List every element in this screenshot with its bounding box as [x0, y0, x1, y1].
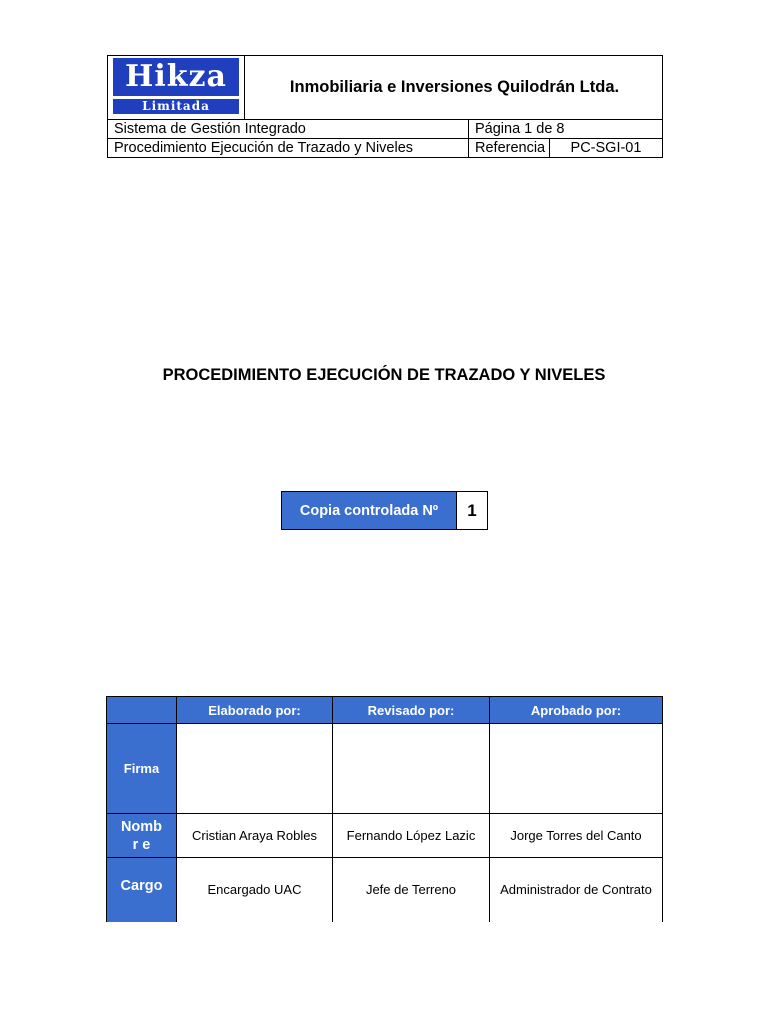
row-label-nombre: [107, 814, 177, 858]
logo-sub-text: Limitada: [113, 99, 239, 114]
controlled-copy-label: Copia controlada Nº: [282, 492, 457, 530]
column-elaborado: Elaborado por:: [177, 697, 333, 724]
row-label-nombre-text: Nombr e: [120, 818, 163, 853]
cargo-aprobado: Administrador de Contrato: [490, 858, 663, 922]
cargo-elaborado: Encargado UAC: [177, 858, 333, 922]
page-number: Página 1 de 8: [469, 120, 663, 139]
firma-elaborado: [177, 724, 333, 814]
company-name: Inmobiliaria e Inversiones Quilodrán Ltda.: [245, 56, 663, 120]
firma-aprobado: [490, 724, 663, 814]
cargo-revisado: Jefe de Terreno: [333, 858, 490, 922]
approval-table: [106, 696, 663, 922]
procedure-name: Procedimiento Ejecución de Trazado y Niveles: [108, 139, 469, 158]
document-title: PROCEDIMIENTO EJECUCIÓN DE TRAZADO Y NIVELES: [162, 366, 606, 384]
row-label-cargo: Cargo: [107, 858, 177, 922]
hikza-logo: [113, 58, 239, 114]
column-aprobado: Aprobado por:: [490, 697, 663, 724]
nombre-aprobado: Jorge Torres del Canto: [490, 814, 663, 858]
firma-revisado: [333, 724, 490, 814]
nombre-elaborado: Cristian Araya Robles: [177, 814, 333, 858]
system-name: Sistema de Gestión Integrado: [108, 120, 469, 139]
logo-cell: [108, 56, 245, 120]
logo-main-text: Hikza: [113, 58, 239, 96]
document-header: [107, 55, 663, 158]
controlled-copy-number: 1: [457, 492, 488, 530]
controlled-copy-box: [281, 491, 488, 530]
reference-label: Referencia: [469, 139, 550, 158]
nombre-revisado: Fernando López Lazic: [333, 814, 490, 858]
approval-corner: [107, 697, 177, 724]
reference-value: PC-SGI-01: [550, 139, 663, 158]
column-revisado: Revisado por:: [333, 697, 490, 724]
row-label-firma: Firma: [107, 724, 177, 814]
